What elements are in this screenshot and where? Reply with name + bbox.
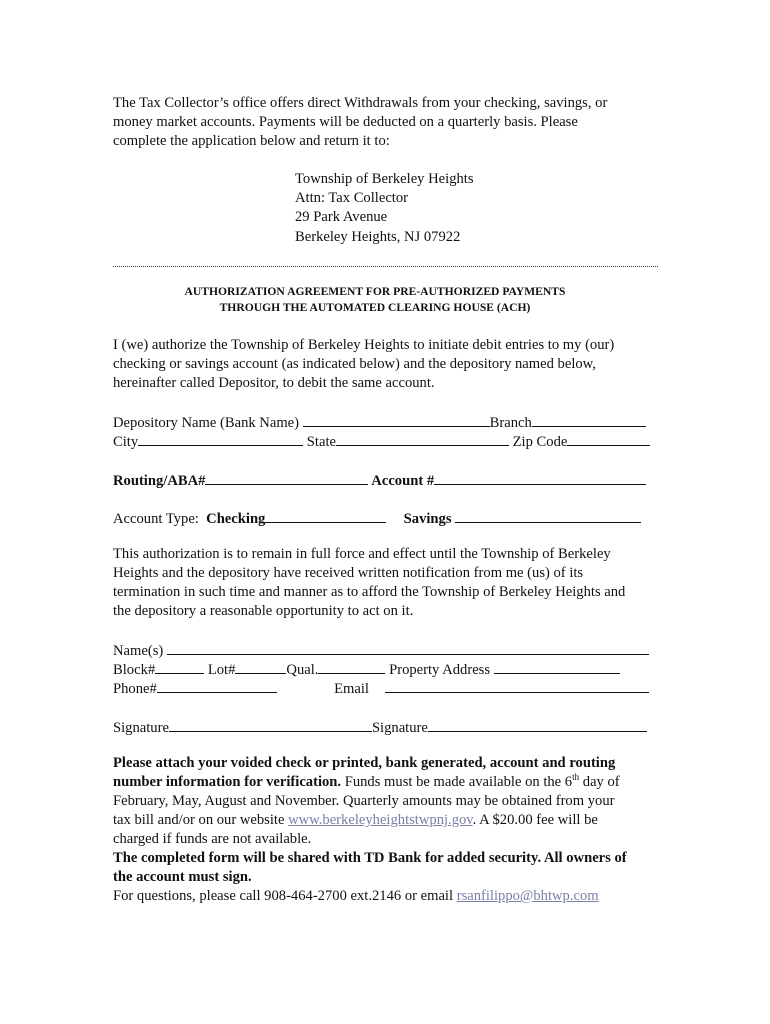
block-field[interactable] bbox=[155, 659, 204, 674]
qual-field[interactable] bbox=[318, 659, 385, 674]
questions-note bbox=[113, 887, 599, 906]
branch-field[interactable] bbox=[532, 412, 646, 427]
heading-line: AUTHORIZATION AGREEMENT FOR PRE-AUTHORIZED PAYMENTS bbox=[184, 285, 566, 298]
lot-field[interactable] bbox=[235, 659, 286, 674]
savings-field[interactable] bbox=[455, 508, 641, 523]
city-row bbox=[113, 431, 650, 452]
depository-name-field[interactable] bbox=[303, 412, 490, 427]
address-line: Township of Berkeley Heights bbox=[295, 171, 474, 187]
signature-row bbox=[113, 717, 647, 738]
contact-row bbox=[113, 678, 649, 699]
questions-text: For questions, please call 908-464-2700 ext.2146 or email bbox=[113, 888, 457, 904]
account-field[interactable] bbox=[434, 470, 646, 485]
phone-field[interactable] bbox=[157, 678, 277, 693]
email-link[interactable]: rsanfilippo@bhtwp.com bbox=[456, 888, 599, 904]
fee-text: . A $20.00 fee will be bbox=[472, 812, 598, 828]
property-address-label: Property Address bbox=[389, 662, 491, 678]
account-type-row bbox=[113, 508, 641, 529]
funds-text: Funds must be made available on the 6 bbox=[341, 774, 573, 790]
checking-label: Checking bbox=[206, 511, 266, 527]
state-label: State bbox=[306, 434, 336, 450]
intro-line: complete the application below and return it to: bbox=[113, 133, 390, 149]
website-link[interactable]: www.berkeleyheightstwpnj.gov bbox=[288, 812, 473, 828]
lot-label: Lot# bbox=[207, 662, 236, 678]
website-text: tax bill and/or on our website bbox=[113, 812, 289, 828]
intro-line: The Tax Collector’s office offers direct Withdrawals from your checking, savings, or bbox=[113, 95, 608, 111]
signature-field-2[interactable] bbox=[428, 717, 647, 732]
property-row bbox=[113, 659, 620, 680]
property-address-field[interactable] bbox=[494, 659, 620, 674]
ordinal-suffix: th bbox=[572, 772, 580, 783]
block-label: Block# bbox=[113, 662, 156, 678]
zip-label: Zip Code bbox=[512, 434, 568, 450]
routing-label: Routing/ABA# bbox=[113, 473, 206, 489]
authorize-line: checking or savings account (as indicated below) and the depository named below, bbox=[113, 356, 596, 372]
terms-line: termination in such time and manner as to afford the Township of Berkeley Heights and bbox=[113, 584, 626, 600]
signature-field-1[interactable] bbox=[169, 717, 372, 732]
signature-label: Signature bbox=[371, 720, 428, 736]
funds-text-end: day of bbox=[579, 774, 620, 790]
heading-line: THROUGH THE AUTOMATED CLEARING HOUSE (ACH) bbox=[219, 301, 531, 314]
city-field[interactable] bbox=[138, 431, 303, 446]
td-bank-note: The completed form will be shared with TD Bank for added security. All owners of bbox=[113, 850, 627, 866]
authorize-line: hereinafter called Depositor, to debit the same account. bbox=[113, 375, 435, 391]
attach-note: Please attach your voided check or printed, bank generated, account and routing bbox=[113, 755, 616, 771]
months-note: February, May, August and November. Quarterly amounts may be obtained from your bbox=[113, 793, 615, 809]
names-field[interactable] bbox=[167, 640, 649, 655]
names-row bbox=[113, 640, 649, 661]
owners-note: the account must sign. bbox=[113, 869, 252, 885]
dotted-divider bbox=[113, 266, 658, 267]
savings-label: Savings bbox=[403, 511, 452, 527]
terms-line: the depository a reasonable opportunity to act on it. bbox=[113, 603, 414, 619]
account-type-label: Account Type: bbox=[113, 511, 199, 527]
names-label: Name(s) bbox=[113, 643, 164, 659]
state-field[interactable] bbox=[336, 431, 509, 446]
funds-note bbox=[113, 773, 620, 792]
phone-label: Phone# bbox=[113, 681, 157, 697]
address-line: Berkeley Heights, NJ 07922 bbox=[295, 229, 461, 245]
signature-label: Signature bbox=[113, 720, 169, 736]
routing-field[interactable] bbox=[205, 470, 368, 485]
address-line: Attn: Tax Collector bbox=[295, 190, 409, 206]
fee-note: charged if funds are not available. bbox=[113, 831, 312, 847]
zip-field[interactable] bbox=[567, 431, 650, 446]
qual-label: Qual. bbox=[286, 662, 319, 678]
checking-field[interactable] bbox=[265, 508, 386, 523]
email-field[interactable] bbox=[385, 678, 649, 693]
branch-label: Branch bbox=[489, 415, 532, 431]
terms-line: This authorization is to remain in full force and effect until the Township of Berkeley bbox=[113, 546, 611, 562]
authorize-line: I (we) authorize the Township of Berkeley Heights to initiate debit entries to my (our) bbox=[113, 337, 615, 353]
terms-line: Heights and the depository have received written notification from me (us) of its bbox=[113, 565, 584, 581]
city-label: City bbox=[113, 434, 139, 450]
address-line: 29 Park Avenue bbox=[295, 209, 388, 225]
depository-row bbox=[113, 412, 646, 433]
account-label: Account # bbox=[371, 473, 435, 489]
intro-line: money market accounts. Payments will be deducted on a quarterly basis. Please bbox=[113, 114, 578, 130]
routing-row bbox=[113, 470, 646, 491]
website-note bbox=[113, 811, 598, 830]
email-label: Email bbox=[334, 681, 369, 697]
attach-note-end: number information for verification. bbox=[113, 774, 342, 790]
depository-name-label: Depository Name (Bank Name) bbox=[113, 415, 300, 431]
